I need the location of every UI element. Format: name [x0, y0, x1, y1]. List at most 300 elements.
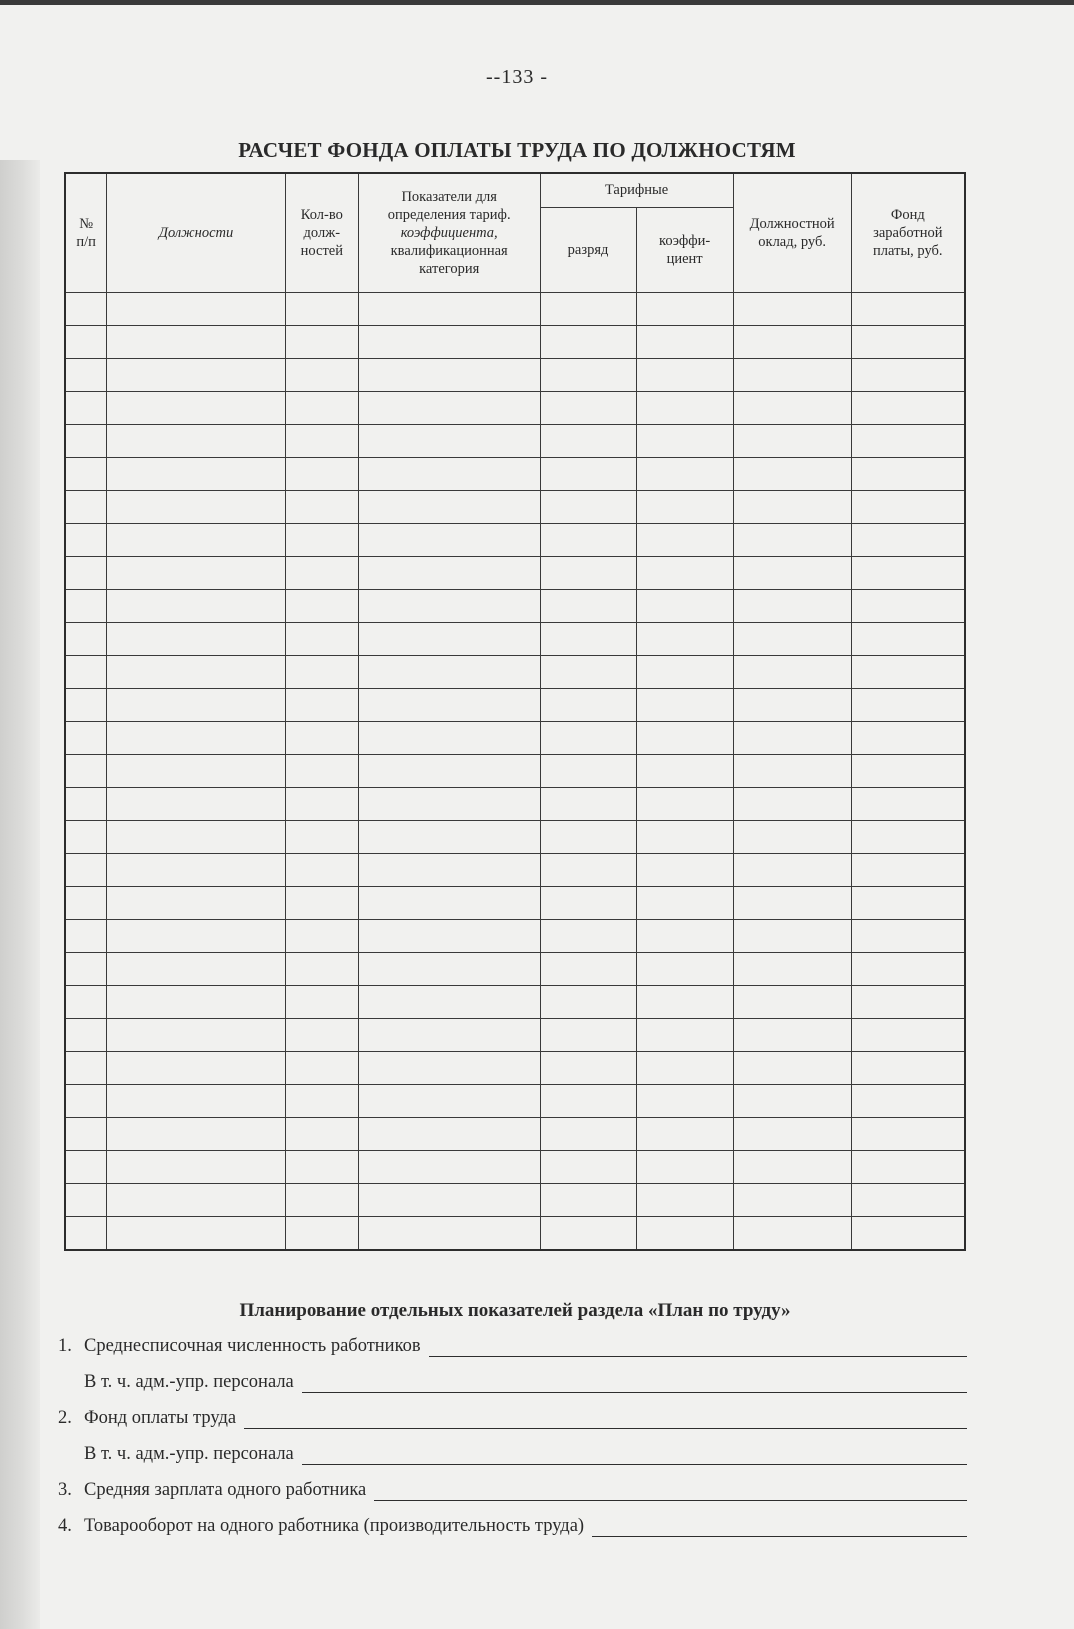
table-cell[interactable] — [107, 920, 286, 953]
table-cell[interactable] — [636, 1151, 733, 1184]
fill-in-line[interactable] — [244, 1412, 967, 1429]
table-cell[interactable] — [65, 953, 107, 986]
table-cell[interactable] — [107, 1151, 286, 1184]
table-cell[interactable] — [851, 755, 965, 788]
table-row — [65, 425, 965, 458]
header-number-abbr: п/п — [76, 234, 96, 250]
table-cell[interactable] — [733, 326, 851, 359]
table-cell[interactable] — [285, 590, 358, 623]
table-row — [65, 1217, 965, 1251]
table-cell[interactable] — [65, 788, 107, 821]
table-cell[interactable] — [851, 821, 965, 854]
table-cell[interactable] — [107, 821, 286, 854]
table-cell[interactable] — [540, 788, 636, 821]
table-cell[interactable] — [851, 623, 965, 656]
table-cell[interactable] — [65, 920, 107, 953]
table-cell[interactable] — [65, 524, 107, 557]
table-cell[interactable] — [540, 590, 636, 623]
table-cell[interactable] — [107, 359, 286, 392]
header-number — [65, 173, 107, 293]
table-cell[interactable] — [540, 1217, 636, 1251]
table-cell[interactable] — [358, 590, 540, 623]
table-cell[interactable] — [733, 623, 851, 656]
table-cell[interactable] — [107, 1118, 286, 1151]
table-cell[interactable] — [733, 1019, 851, 1052]
table-cell[interactable] — [358, 1019, 540, 1052]
table-cell[interactable] — [65, 326, 107, 359]
table-cell[interactable] — [851, 788, 965, 821]
table-row — [65, 557, 965, 590]
table-row — [65, 821, 965, 854]
table-cell[interactable] — [851, 1217, 965, 1251]
table-cell[interactable] — [65, 1184, 107, 1217]
table-cell[interactable] — [540, 293, 636, 326]
payroll-table — [64, 172, 966, 1251]
table-cell[interactable] — [851, 1052, 965, 1085]
top-edge-rule — [0, 0, 1074, 5]
table-cell[interactable] — [65, 887, 107, 920]
table-cell[interactable] — [107, 557, 286, 590]
table-cell[interactable] — [65, 755, 107, 788]
table-cell[interactable] — [285, 524, 358, 557]
table-cell[interactable] — [540, 821, 636, 854]
table-cell[interactable] — [636, 359, 733, 392]
table-cell[interactable] — [107, 854, 286, 887]
table-cell[interactable] — [851, 1019, 965, 1052]
item-number: 1. — [58, 1336, 72, 1356]
table-cell[interactable] — [540, 689, 636, 722]
table-cell[interactable] — [65, 1085, 107, 1118]
table-cell[interactable] — [540, 887, 636, 920]
table-cell[interactable] — [285, 755, 358, 788]
table-row — [65, 1085, 965, 1118]
table-row — [65, 458, 965, 491]
table-row — [65, 788, 965, 821]
table-cell[interactable] — [851, 359, 965, 392]
item-label: Товарооборот на одного работника (производительность труда) — [84, 1516, 585, 1536]
table-cell[interactable] — [636, 854, 733, 887]
table-cell[interactable] — [636, 524, 733, 557]
table-cell[interactable] — [358, 623, 540, 656]
table-cell[interactable] — [107, 590, 286, 623]
table-cell[interactable] — [540, 1184, 636, 1217]
table-cell[interactable] — [285, 722, 358, 755]
header-salary: Должностной оклад, руб. — [733, 173, 851, 293]
table-cell[interactable] — [285, 623, 358, 656]
table-cell[interactable] — [358, 953, 540, 986]
table-cell[interactable] — [733, 557, 851, 590]
table-cell[interactable] — [65, 590, 107, 623]
table-cell[interactable] — [65, 359, 107, 392]
table-cell[interactable] — [107, 689, 286, 722]
table-cell[interactable] — [540, 425, 636, 458]
table-cell[interactable] — [851, 1085, 965, 1118]
table-cell[interactable] — [285, 656, 358, 689]
table-cell[interactable] — [358, 557, 540, 590]
table-cell[interactable] — [733, 425, 851, 458]
table-cell[interactable] — [285, 359, 358, 392]
table-cell[interactable] — [65, 722, 107, 755]
table-cell[interactable] — [285, 1019, 358, 1052]
item-payroll-fund — [58, 1408, 967, 1429]
table-cell[interactable] — [540, 392, 636, 425]
table-cell[interactable] — [65, 854, 107, 887]
table-cell[interactable] — [65, 986, 107, 1019]
table-cell[interactable] — [107, 887, 286, 920]
table-cell[interactable] — [285, 1151, 358, 1184]
table-cell[interactable] — [636, 557, 733, 590]
table-cell[interactable] — [285, 689, 358, 722]
table-cell[interactable] — [65, 1052, 107, 1085]
table-cell[interactable] — [636, 1118, 733, 1151]
table-cell[interactable] — [636, 788, 733, 821]
table-cell[interactable] — [107, 392, 286, 425]
item-label: В т. ч. адм.-упр. персонала — [84, 1444, 294, 1464]
table-cell[interactable] — [733, 458, 851, 491]
table-cell[interactable] — [285, 788, 358, 821]
table-cell[interactable] — [65, 392, 107, 425]
table-cell[interactable] — [733, 920, 851, 953]
table-cell[interactable] — [636, 755, 733, 788]
table-cell[interactable] — [358, 1052, 540, 1085]
header-indicators-line1: Показатели для определения тариф. — [387, 188, 511, 223]
table-cell[interactable] — [851, 689, 965, 722]
item-label: Средняя зарплата одного работника — [84, 1480, 367, 1500]
table-cell[interactable] — [636, 722, 733, 755]
table-cell[interactable] — [285, 1217, 358, 1251]
table-cell[interactable] — [285, 425, 358, 458]
table-cell[interactable] — [285, 458, 358, 491]
table-cell[interactable] — [358, 293, 540, 326]
fill-in-line[interactable] — [302, 1376, 967, 1393]
table-cell[interactable] — [358, 425, 540, 458]
table-cell[interactable] — [540, 524, 636, 557]
table-cell[interactable] — [540, 920, 636, 953]
table-cell[interactable] — [636, 326, 733, 359]
table-cell[interactable] — [851, 1118, 965, 1151]
table-cell[interactable] — [733, 392, 851, 425]
table-cell[interactable] — [733, 293, 851, 326]
header-number-symbol: № — [79, 215, 94, 232]
table-cell[interactable] — [285, 986, 358, 1019]
table-cell[interactable] — [851, 524, 965, 557]
table-cell[interactable] — [636, 821, 733, 854]
table-cell[interactable] — [851, 392, 965, 425]
header-indicators-line2: коэффициента, — [400, 224, 498, 241]
table-cell[interactable] — [540, 458, 636, 491]
table-cell[interactable] — [540, 755, 636, 788]
table-cell[interactable] — [358, 1118, 540, 1151]
table-cell[interactable] — [733, 359, 851, 392]
table-cell[interactable] — [107, 524, 286, 557]
table-cell[interactable] — [285, 293, 358, 326]
table-cell[interactable] — [851, 920, 965, 953]
table-row — [65, 920, 965, 953]
table-cell[interactable] — [540, 656, 636, 689]
table-cell[interactable] — [65, 689, 107, 722]
table-row — [65, 1118, 965, 1151]
fill-in-line[interactable] — [374, 1484, 967, 1501]
table-cell[interactable] — [733, 1118, 851, 1151]
table-cell[interactable] — [358, 887, 540, 920]
table-cell[interactable] — [636, 392, 733, 425]
table-cell[interactable] — [851, 1184, 965, 1217]
table-cell[interactable] — [851, 557, 965, 590]
table-cell[interactable] — [540, 1019, 636, 1052]
table-cell[interactable] — [636, 1217, 733, 1251]
table-cell[interactable] — [851, 425, 965, 458]
table-cell[interactable] — [540, 1118, 636, 1151]
item-admin-staff-payroll — [58, 1444, 967, 1465]
table-cell[interactable] — [107, 1019, 286, 1052]
table-cell[interactable] — [851, 491, 965, 524]
table-row — [65, 986, 965, 1019]
table-cell[interactable] — [285, 953, 358, 986]
table-cell[interactable] — [540, 623, 636, 656]
table-cell[interactable] — [65, 293, 107, 326]
table-cell[interactable] — [65, 1151, 107, 1184]
table-cell[interactable] — [851, 326, 965, 359]
table-cell[interactable] — [107, 1052, 286, 1085]
table-cell[interactable] — [851, 293, 965, 326]
table-row — [65, 722, 965, 755]
table-cell[interactable] — [540, 953, 636, 986]
table-cell[interactable] — [636, 623, 733, 656]
table-cell[interactable] — [285, 1184, 358, 1217]
table-cell[interactable] — [636, 689, 733, 722]
table-cell[interactable] — [285, 821, 358, 854]
table-cell[interactable] — [358, 722, 540, 755]
table-cell[interactable] — [107, 293, 286, 326]
table-cell[interactable] — [107, 491, 286, 524]
table-cell[interactable] — [285, 392, 358, 425]
table-cell[interactable] — [636, 293, 733, 326]
table-cell[interactable] — [358, 359, 540, 392]
table-cell[interactable] — [851, 1151, 965, 1184]
table-cell[interactable] — [733, 590, 851, 623]
table-row — [65, 689, 965, 722]
table-cell[interactable] — [358, 491, 540, 524]
table-cell[interactable] — [851, 887, 965, 920]
fill-in-line[interactable] — [302, 1448, 967, 1465]
section-title: Планирование отдельных показателей раздела «План по труду» — [239, 1300, 791, 1321]
table-cell[interactable] — [107, 458, 286, 491]
table-cell[interactable] — [733, 1052, 851, 1085]
item-number: 4. — [58, 1516, 72, 1536]
item-average-headcount — [58, 1336, 967, 1357]
table-cell[interactable] — [358, 854, 540, 887]
item-label: Фонд оплаты труда — [84, 1408, 237, 1428]
table-cell[interactable] — [107, 656, 286, 689]
table-cell[interactable] — [358, 326, 540, 359]
table-cell[interactable] — [65, 1217, 107, 1251]
header-count: Кол-во долж-ностей — [285, 173, 358, 293]
table-cell[interactable] — [540, 557, 636, 590]
table-cell[interactable] — [733, 524, 851, 557]
table-row — [65, 623, 965, 656]
table-cell[interactable] — [733, 656, 851, 689]
table-row — [65, 887, 965, 920]
table-row — [65, 854, 965, 887]
page-number: --133 - — [486, 66, 548, 88]
table-cell[interactable] — [733, 1217, 851, 1251]
table-cell[interactable] — [285, 491, 358, 524]
table-cell[interactable] — [65, 623, 107, 656]
table-row — [65, 953, 965, 986]
item-turnover-per-worker — [58, 1516, 967, 1537]
table-row — [65, 392, 965, 425]
header-indicators — [358, 173, 540, 293]
table-cell[interactable] — [851, 986, 965, 1019]
table-cell[interactable] — [540, 1151, 636, 1184]
table-cell[interactable] — [733, 887, 851, 920]
table-cell[interactable] — [636, 986, 733, 1019]
table-cell[interactable] — [358, 986, 540, 1019]
table-row — [65, 1151, 965, 1184]
page-title: РАСЧЕТ ФОНДА ОПЛАТЫ ТРУДА ПО ДОЛЖНОСТЯМ — [238, 138, 796, 162]
table-cell[interactable] — [636, 458, 733, 491]
table-cell[interactable] — [733, 986, 851, 1019]
table-cell[interactable] — [358, 1184, 540, 1217]
table-row — [65, 1184, 965, 1217]
table-cell[interactable] — [107, 788, 286, 821]
table-cell[interactable] — [65, 458, 107, 491]
table-cell[interactable] — [636, 1184, 733, 1217]
header-coefficient: коэффи-циент — [636, 208, 733, 293]
table-cell[interactable] — [540, 986, 636, 1019]
table-cell[interactable] — [358, 1151, 540, 1184]
table-cell[interactable] — [851, 953, 965, 986]
table-cell[interactable] — [358, 458, 540, 491]
item-number: 2. — [58, 1408, 72, 1428]
table-row — [65, 293, 965, 326]
table-cell[interactable] — [358, 689, 540, 722]
table-cell[interactable] — [107, 986, 286, 1019]
table-cell[interactable] — [636, 491, 733, 524]
table-cell[interactable] — [733, 953, 851, 986]
table-body — [65, 293, 965, 1251]
table-cell[interactable] — [107, 1184, 286, 1217]
table-cell[interactable] — [285, 920, 358, 953]
table-cell[interactable] — [285, 1052, 358, 1085]
header-fund: Фонд заработной платы, руб. — [851, 173, 965, 293]
table-cell[interactable] — [285, 887, 358, 920]
table-cell[interactable] — [285, 326, 358, 359]
table-cell[interactable] — [540, 854, 636, 887]
table-cell[interactable] — [358, 755, 540, 788]
table-cell[interactable] — [540, 326, 636, 359]
table-cell[interactable] — [107, 1217, 286, 1251]
table-cell[interactable] — [65, 821, 107, 854]
item-admin-staff-headcount — [58, 1372, 967, 1393]
table-cell[interactable] — [358, 788, 540, 821]
table-cell[interactable] — [851, 722, 965, 755]
table-cell[interactable] — [358, 392, 540, 425]
table-cell[interactable] — [733, 854, 851, 887]
table-cell[interactable] — [733, 722, 851, 755]
table-cell[interactable] — [107, 326, 286, 359]
table-cell[interactable] — [65, 1118, 107, 1151]
table-cell[interactable] — [636, 920, 733, 953]
table-cell[interactable] — [358, 1085, 540, 1118]
table-cell[interactable] — [65, 1019, 107, 1052]
table-cell[interactable] — [733, 788, 851, 821]
table-row — [65, 524, 965, 557]
table-cell[interactable] — [733, 1151, 851, 1184]
table-cell[interactable] — [636, 425, 733, 458]
table-cell[interactable] — [285, 1118, 358, 1151]
table-cell[interactable] — [733, 1184, 851, 1217]
table-cell[interactable] — [65, 491, 107, 524]
table-cell[interactable] — [107, 425, 286, 458]
table-cell[interactable] — [636, 590, 733, 623]
table-cell[interactable] — [65, 656, 107, 689]
table-cell[interactable] — [107, 722, 286, 755]
table-cell[interactable] — [636, 953, 733, 986]
table-cell[interactable] — [65, 425, 107, 458]
table-cell[interactable] — [107, 755, 286, 788]
table-cell[interactable] — [358, 524, 540, 557]
table-cell[interactable] — [540, 359, 636, 392]
table-cell[interactable] — [733, 689, 851, 722]
table-cell[interactable] — [285, 1085, 358, 1118]
table-cell[interactable] — [358, 656, 540, 689]
table-cell[interactable] — [540, 1052, 636, 1085]
table-cell[interactable] — [285, 557, 358, 590]
header-grade: разряд — [540, 208, 636, 293]
table-cell[interactable] — [636, 1019, 733, 1052]
table-cell[interactable] — [540, 491, 636, 524]
table-cell[interactable] — [540, 1085, 636, 1118]
table-cell[interactable] — [733, 1085, 851, 1118]
table-cell[interactable] — [285, 854, 358, 887]
table-cell[interactable] — [65, 557, 107, 590]
table-cell[interactable] — [358, 1217, 540, 1251]
header-position: Должности — [107, 173, 286, 293]
table-row — [65, 326, 965, 359]
table-cell[interactable] — [107, 623, 286, 656]
table-cell[interactable] — [358, 821, 540, 854]
header-tariff-group: Тарифные — [540, 173, 733, 208]
fill-in-line[interactable] — [429, 1340, 967, 1357]
item-average-salary — [58, 1480, 967, 1501]
table-row — [65, 656, 965, 689]
table-cell[interactable] — [851, 656, 965, 689]
table-cell[interactable] — [636, 1085, 733, 1118]
item-label: Среднесписочная численность работников — [84, 1336, 421, 1356]
table-cell[interactable] — [851, 854, 965, 887]
table-cell[interactable] — [540, 722, 636, 755]
item-label: В т. ч. адм.-упр. персонала — [84, 1372, 294, 1392]
fill-in-line[interactable] — [592, 1520, 967, 1537]
table-row — [65, 359, 965, 392]
table-cell[interactable] — [358, 920, 540, 953]
table-row — [65, 491, 965, 524]
table-cell[interactable] — [107, 1085, 286, 1118]
table-cell[interactable] — [636, 887, 733, 920]
table-row — [65, 590, 965, 623]
table-cell[interactable] — [636, 1052, 733, 1085]
table-cell[interactable] — [851, 590, 965, 623]
table-cell[interactable] — [636, 656, 733, 689]
table-cell[interactable] — [107, 953, 286, 986]
table-cell[interactable] — [733, 821, 851, 854]
table-cell[interactable] — [851, 458, 965, 491]
table-row — [65, 755, 965, 788]
table-cell[interactable] — [733, 755, 851, 788]
table-row — [65, 1052, 965, 1085]
table-cell[interactable] — [733, 491, 851, 524]
